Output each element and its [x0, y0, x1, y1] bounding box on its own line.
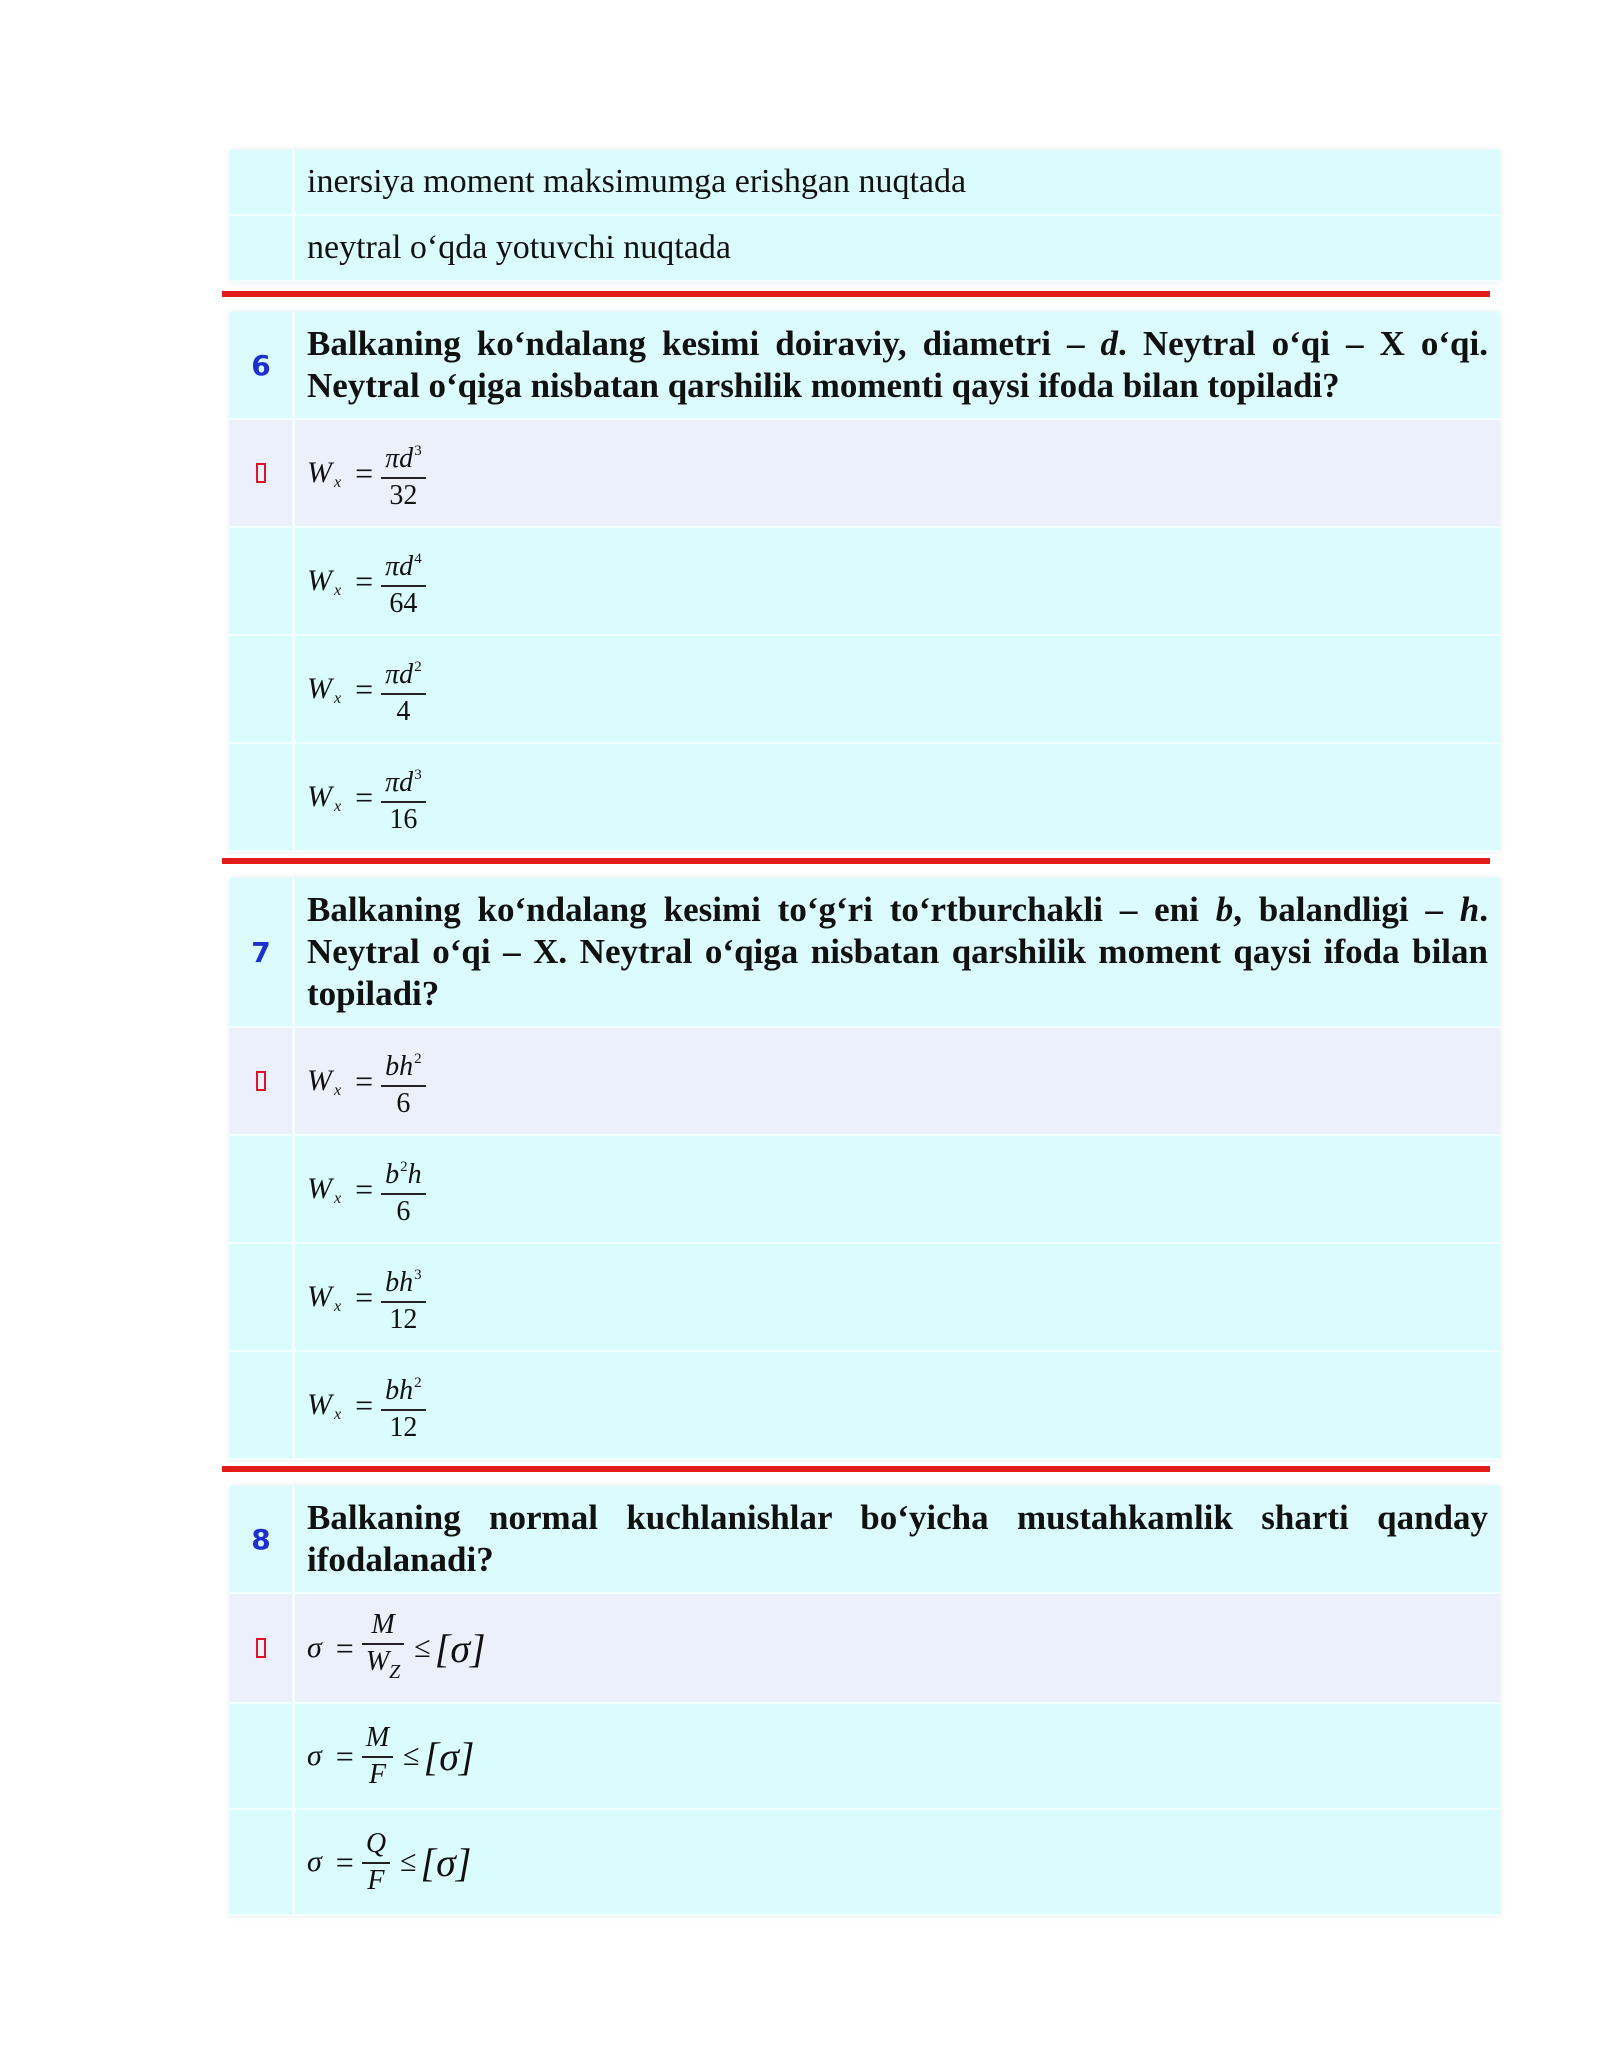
question-5-options [230, 150, 1500, 282]
option-row[interactable] [230, 216, 1500, 282]
option-row[interactable] [230, 744, 1500, 852]
formula: W x = $\frac{\pi d^2}{4}$ [307, 649, 428, 729]
question-row [230, 312, 1500, 420]
option-row[interactable] [230, 1244, 1500, 1352]
question-number: 6 [230, 312, 295, 418]
option-row[interactable] [230, 636, 1500, 744]
option-marker [230, 528, 295, 634]
option-marker [230, 1136, 295, 1242]
question-number: 8 [230, 1486, 295, 1592]
option-row[interactable] [230, 1136, 1500, 1244]
option-text: inersiya moment maksimumga erishgan nuqtada [307, 163, 967, 200]
formula: σ = $\frac{M}{F}$ ≤ [σ] [307, 1722, 475, 1790]
question-text: Balkaning ko‘ndalang kesimi doiraviy, diametri – d. Neytral o‘qi – X o‘qi. Neytral o‘qiga nisbatan qarshilik momenti qaysi ifoda bilan topiladi? [307, 324, 1488, 405]
option-marker [230, 1810, 295, 1914]
option-row-correct[interactable] [230, 1594, 1500, 1704]
question-6 [230, 312, 1500, 852]
option-text: neytral o‘qda yotuvchi nuqtada [307, 229, 731, 266]
formula: σ = $\frac{Q}{F}$ ≤ [σ] [307, 1828, 472, 1896]
option-marker [230, 1704, 295, 1808]
option-marker [230, 1244, 295, 1350]
option-row-correct[interactable] [230, 1028, 1500, 1136]
formula: W x = $\frac{b^2h}{6}$ [307, 1149, 428, 1229]
question-row [230, 878, 1500, 1028]
question-divider [222, 858, 1490, 864]
option-row[interactable] [230, 150, 1500, 216]
question-8 [230, 1486, 1500, 1916]
option-marker [230, 216, 295, 280]
question-text: Balkaning ko‘ndalang kesimi to‘g‘ri to‘rtburchakli – eni b, balandligi – h. Neytral o‘qi – X. Neytral o‘qiga nisbatan qarshilik moment qaysi ifoda bilan topiladi? [307, 890, 1488, 1013]
option-row[interactable] [230, 1352, 1500, 1460]
option-marker [230, 744, 295, 850]
correct-answer-marker [230, 1028, 295, 1134]
option-marker [230, 150, 295, 214]
option-marker [230, 636, 295, 742]
formula: W x = $\frac{bh^3}{12}$ [307, 1257, 428, 1337]
correct-answer-marker [230, 1594, 295, 1702]
question-row [230, 1486, 1500, 1594]
formula: W x = $\frac{\pi d^3}{16}$ [307, 757, 428, 837]
option-marker [230, 1352, 295, 1458]
question-7 [230, 878, 1500, 1460]
formula: W x = $\frac{\pi d^3}{32}$ [307, 433, 428, 513]
formula: W x = $\frac{\pi d^4}{64}$ [307, 541, 428, 621]
question-divider [222, 291, 1490, 297]
formula: σ = $\frac{M}{W_Z}$ ≤ [σ] [307, 1609, 486, 1683]
option-row[interactable] [230, 1810, 1500, 1916]
option-row[interactable] [230, 1704, 1500, 1810]
correct-answer-marker [230, 420, 295, 526]
formula: W x = $\frac{bh^2}{12}$ [307, 1365, 428, 1445]
question-number: 7 [230, 878, 295, 1026]
question-text: Balkaning normal kuchlanishlar bo‘yicha mustahkamlik sharti qanday ifodalanadi? [307, 1498, 1488, 1579]
formula: W x = $\frac{bh^2}{6}$ [307, 1041, 428, 1121]
question-divider [222, 1466, 1490, 1472]
option-row-correct[interactable] [230, 420, 1500, 528]
option-row[interactable] [230, 528, 1500, 636]
